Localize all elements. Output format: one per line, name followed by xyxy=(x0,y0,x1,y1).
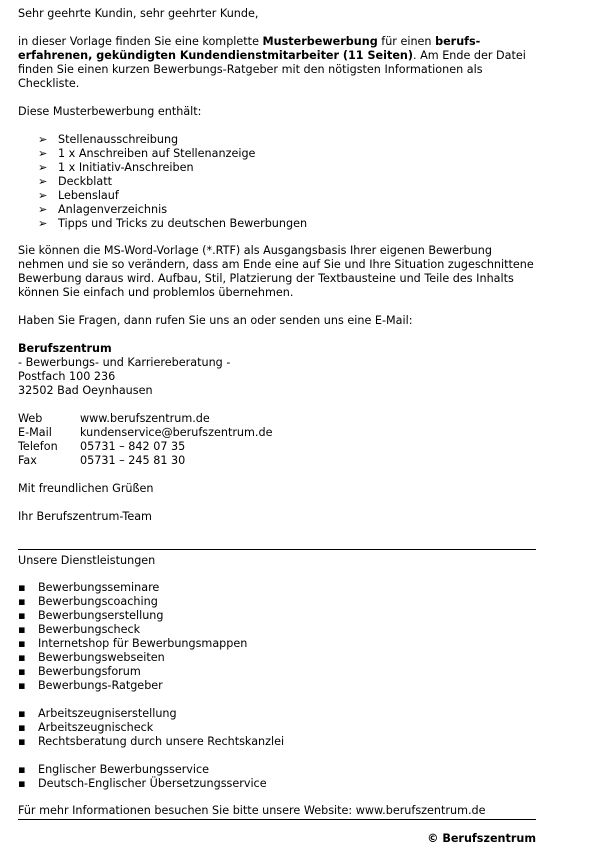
list-item-label: Bewerbungscoaching xyxy=(38,595,158,608)
checklist-item xyxy=(38,175,518,189)
questions-paragraph: Haben Sie Fragen, dann rufen Sie uns an oder senden uns eine E-Mail: xyxy=(18,314,413,327)
checklist-item-label: Anlagenverzeichnis xyxy=(58,203,168,216)
contact-block xyxy=(18,412,538,468)
phone-value: 05731 – 842 07 35 xyxy=(80,440,186,453)
contact-key: E-Mail xyxy=(18,426,52,439)
checklist-item xyxy=(38,133,518,147)
list-item-label: Bewerbungscheck xyxy=(38,623,141,636)
list-item-label: Bewerbungs-Ratgeber xyxy=(38,679,163,692)
intro-part-3: . Am Ende der Datei finden Sie einen kurzen Bewerbungs-Ratgeber mit den nötigsten Informationen als Checkliste. xyxy=(18,49,526,90)
company-name: Berufszentrum xyxy=(18,342,112,355)
list-item xyxy=(18,721,538,735)
list-item-label: Bewerbungserstellung xyxy=(38,609,164,622)
square-bullet-icon: ▪ xyxy=(18,651,26,664)
list-item xyxy=(18,665,538,679)
arrow-bullet-icon: ➢ xyxy=(38,217,48,230)
list-item xyxy=(18,651,538,665)
checklist-item-label: 1 x Initiativ-Anschreiben xyxy=(58,161,194,174)
list-item xyxy=(18,735,538,749)
square-bullet-icon: ▪ xyxy=(18,735,26,748)
checklist xyxy=(38,133,518,231)
square-bullet-icon: ▪ xyxy=(18,637,26,650)
services-list-english xyxy=(18,763,538,791)
divider-top xyxy=(18,549,536,550)
list-item-label: Bewerbungsseminare xyxy=(38,581,160,594)
list-item xyxy=(18,679,538,693)
list-item xyxy=(18,763,538,777)
square-bullet-icon: ▪ xyxy=(18,609,26,622)
list-item xyxy=(18,637,538,651)
signature: Ihr Berufszentrum-Team xyxy=(18,510,152,523)
checklist-item xyxy=(38,189,518,203)
intro-bold-2: berufs-erfahrenen, gekündigten Kundendienstmitarbeiter (11 Seiten) xyxy=(18,35,481,62)
arrow-bullet-icon: ➢ xyxy=(38,133,48,146)
explain-paragraph: Sie können die MS-Word-Vorlage (*.RTF) als Ausgangsbasis Ihrer eigenen Bewerbung nehmen und sie so verändern, dass am Ende eine auf Sie und Ihre Situation zugeschnittene Bewerbung daraus wird. Aufbau, Stil, Platzierung der Textbausteine und Teile des Inhalts können Sie einfach und problemlos übernehmen. xyxy=(18,244,534,299)
square-bullet-icon: ▪ xyxy=(18,707,26,720)
square-bullet-icon: ▪ xyxy=(18,595,26,608)
list-item xyxy=(18,777,538,791)
checklist-item-label: 1 x Anschreiben auf Stellenanzeige xyxy=(58,147,256,160)
arrow-bullet-icon: ➢ xyxy=(38,175,48,188)
closing: Mit freundlichen Grüßen xyxy=(18,482,154,495)
contact-key: Telefon xyxy=(18,440,58,453)
checklist-item xyxy=(38,161,518,175)
email-link[interactable]: kundenservice@berufszentrum.de xyxy=(80,426,273,439)
more-info: Für mehr Informationen besuchen Sie bitte unsere Website: www.berufszentrum.de xyxy=(18,804,486,817)
list-item-label: Arbeitszeugnischeck xyxy=(38,721,154,734)
square-bullet-icon: ▪ xyxy=(18,623,26,636)
services-list-application xyxy=(18,581,538,693)
list-item-label: Deutsch-Englischer Übersetzungsservice xyxy=(38,777,267,790)
arrow-bullet-icon: ➢ xyxy=(38,189,48,202)
services-title: Unsere Dienstleistungen xyxy=(18,554,156,567)
checklist-item xyxy=(38,217,518,231)
company-subtitle: - Bewerbungs- und Karriereberatung - xyxy=(18,356,231,369)
square-bullet-icon: ▪ xyxy=(18,763,26,776)
list-item xyxy=(18,623,538,637)
list-item xyxy=(18,581,538,595)
list-item xyxy=(18,609,538,623)
postbox: Postfach 100 236 xyxy=(18,370,116,383)
checklist-item-label: Stellenausschreibung xyxy=(58,133,179,146)
contact-key: Fax xyxy=(18,454,37,467)
list-item xyxy=(18,707,538,721)
checklist-item-label: Lebenslauf xyxy=(58,189,119,202)
checklist-item-label: Tipps und Tricks zu deutschen Bewerbungen xyxy=(58,217,308,230)
square-bullet-icon: ▪ xyxy=(18,679,26,692)
address-block xyxy=(18,342,538,398)
square-bullet-icon: ▪ xyxy=(18,581,26,594)
intro-part-1: in dieser Vorlage finden Sie eine komplette xyxy=(18,35,263,48)
square-bullet-icon: ▪ xyxy=(18,665,26,678)
list-item-label: Bewerbungsforum xyxy=(38,665,141,678)
contact-key: Web xyxy=(18,412,43,425)
intro-bold-1: Musterbewerbung xyxy=(262,35,378,48)
services-list-references xyxy=(18,707,538,749)
intro-paragraph xyxy=(18,35,538,91)
list-item-label: Bewerbungswebseiten xyxy=(38,651,165,664)
fax-value: 05731 – 245 81 30 xyxy=(80,454,186,467)
contact-row-email xyxy=(18,426,538,440)
arrow-bullet-icon: ➢ xyxy=(38,161,48,174)
list-item-label: Rechtsberatung durch unsere Rechtskanzlei xyxy=(38,735,285,748)
square-bullet-icon: ▪ xyxy=(18,721,26,734)
list-item-label: Internetshop für Bewerbungsmappen xyxy=(38,637,248,650)
divider-bottom xyxy=(18,819,536,820)
checklist-item-label: Deckblatt xyxy=(58,175,112,188)
copyright: © Berufszentrum xyxy=(427,832,536,845)
contains-heading: Diese Musterbewerbung enthält: xyxy=(18,105,202,118)
intro-part-2: für einen xyxy=(377,35,436,48)
arrow-bullet-icon: ➢ xyxy=(38,203,48,216)
contact-row-phone xyxy=(18,440,538,454)
list-item xyxy=(18,595,538,609)
contact-row-fax xyxy=(18,454,538,468)
checklist-item xyxy=(38,203,518,217)
city: 32502 Bad Oeynhausen xyxy=(18,384,153,397)
checklist-item xyxy=(38,147,518,161)
arrow-bullet-icon: ➢ xyxy=(38,147,48,160)
web-link[interactable]: www.berufszentrum.de xyxy=(80,412,210,425)
list-item-label: Englischer Bewerbungsservice xyxy=(38,763,210,776)
contact-row-web xyxy=(18,412,538,426)
square-bullet-icon: ▪ xyxy=(18,777,26,790)
greeting: Sehr geehrte Kundin, sehr geehrter Kunde, xyxy=(18,7,259,20)
list-item-label: Arbeitszeugniserstellung xyxy=(38,707,177,720)
